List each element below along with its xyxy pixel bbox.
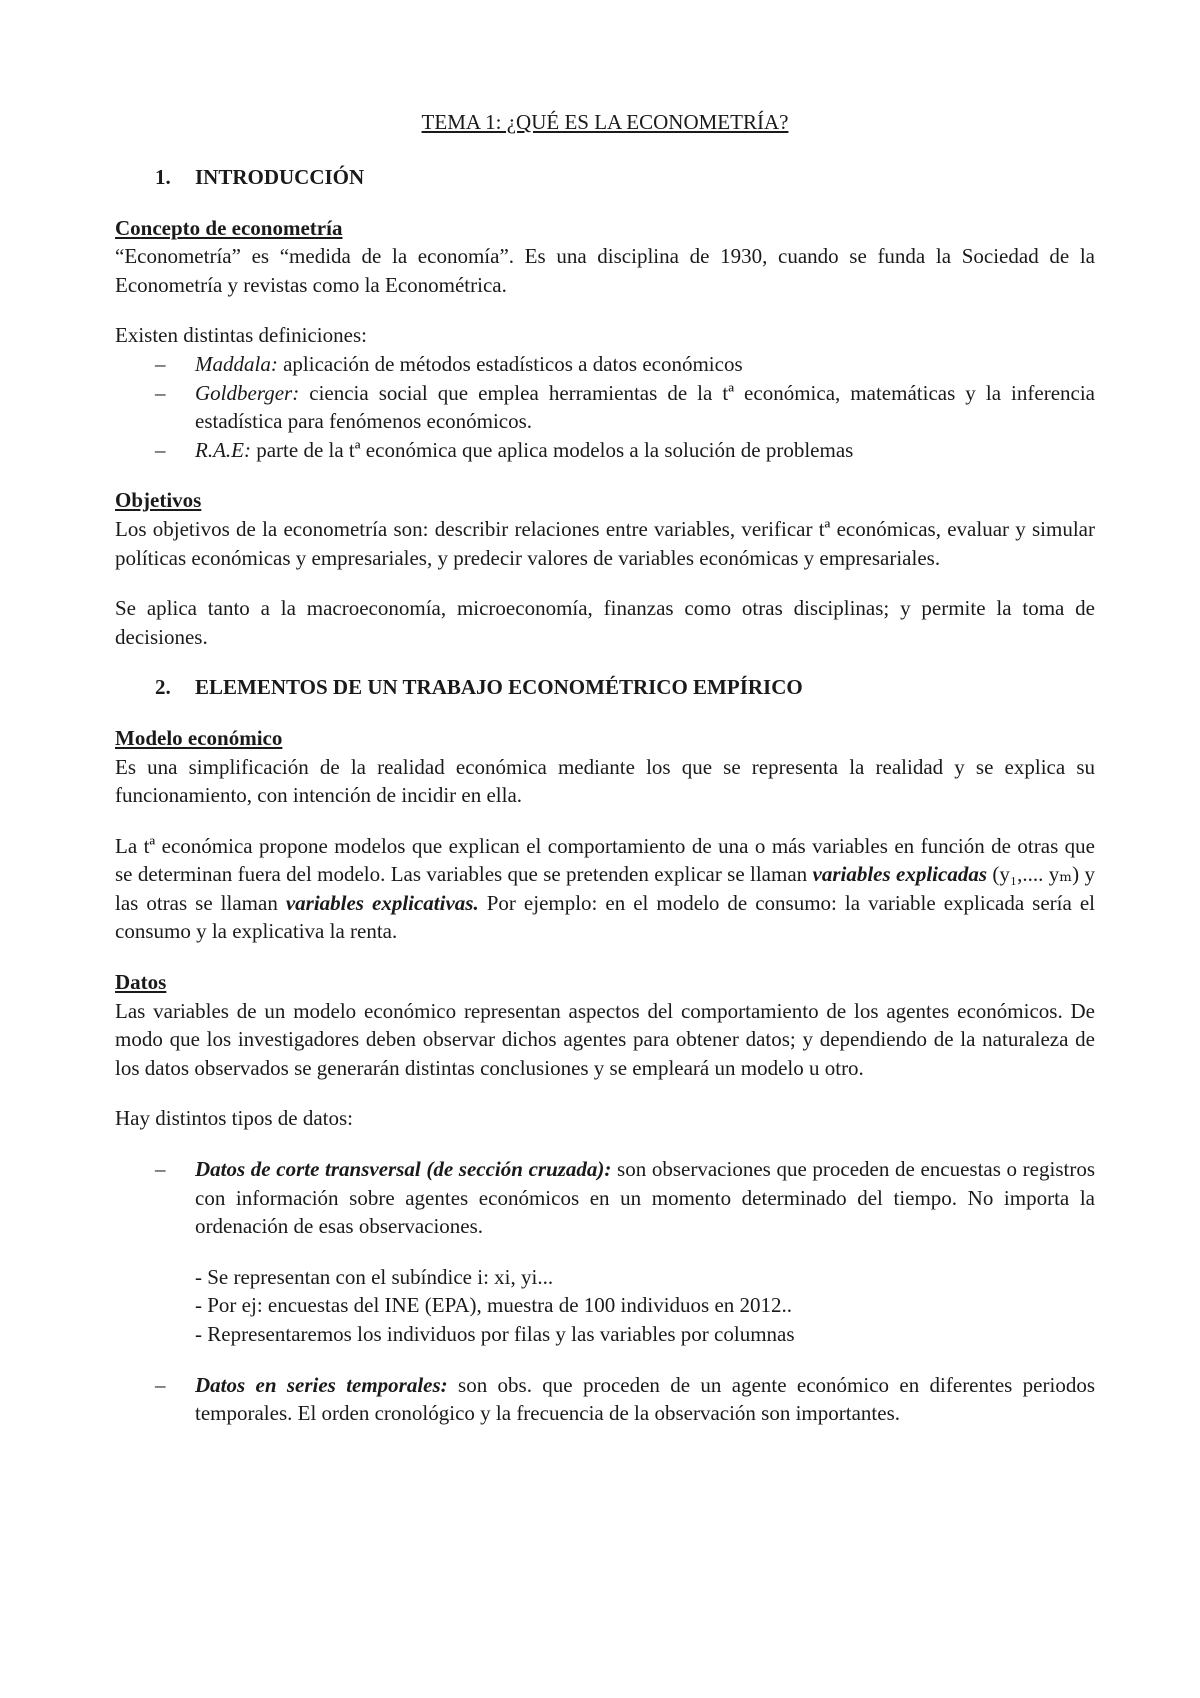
section-1-heading	[115, 163, 1095, 192]
definition-term: Maddala:	[195, 351, 278, 376]
subheading-modelo: Modelo económico	[115, 725, 283, 750]
paragraph-datos: Las variables de un modelo económico representan aspectos del comportamiento de los agentes económicos. De modo que los investigadores deben observar dichos agentes para obtener datos; y dependiendo de la naturaleza de los datos observados se generarán distintas conclusiones y se empleará un modelo u otro.	[115, 998, 1095, 1080]
definition-term: R.A.E:	[195, 437, 251, 462]
detail-line: - Por ej: encuestas del INE (EPA), muestra de 100 individuos en 2012..	[195, 1293, 793, 1318]
data-types-list-2	[115, 1371, 1095, 1428]
text-run: La tª económica propone modelos que explican el comportamiento de una o más variables en función de otras que se determinan fuera del modelo. Las variables que se pretenden explicar se llaman	[115, 833, 1095, 887]
term-variables-explicadas: variables explicadas	[812, 862, 988, 887]
detail-line: - Se representan con el subíndice i: xi, yi...	[195, 1264, 554, 1289]
subheading-concepto: Concepto de econometría	[115, 215, 343, 240]
list-item	[115, 1371, 1095, 1428]
corte-details	[115, 1263, 1095, 1349]
definition-text: parte de la tª económica que aplica modelos a la solución de problemas	[250, 437, 854, 462]
paragraph-concepto: “Econometría” es “medida de la economía”. Es una disciplina de 1930, cuando se funda la Sociedad de la Econometría y revistas como la Econométrica.	[115, 244, 1095, 297]
term-series-temporales: Datos en series temporales:	[195, 1372, 448, 1397]
list-item	[115, 436, 1095, 465]
text-run: (y₁,.... yₘ) y las otras se llaman	[115, 862, 1096, 915]
definition-text: aplicación de métodos estadísticos a datos económicos	[277, 351, 743, 376]
paragraph-aplicacion: Se aplica tanto a la macroeconomía, microeconomía, finanzas como otras disciplinas; y permite la toma de decisiones.	[115, 596, 1095, 649]
data-types-list	[115, 1155, 1095, 1241]
term-variables-explicativas: variables explicativas.	[285, 890, 479, 915]
section-number: 2.	[155, 675, 171, 700]
dash-bullet: –	[155, 380, 166, 405]
document-page	[115, 108, 1095, 1428]
detail-line: - Representaremos los individuos por filas y las variables por columnas	[195, 1322, 795, 1346]
subheading-datos: Datos	[115, 970, 167, 995]
section-title: INTRODUCCIÓN	[195, 165, 365, 189]
paragraph-definiciones-intro: Existen distintas definiciones:	[115, 323, 367, 348]
subheading-objetivos: Objetivos	[115, 488, 202, 513]
list-item	[115, 1155, 1095, 1241]
term-corte-transversal: Datos de corte transversal (de sección cruzada):	[195, 1157, 612, 1182]
list-item	[115, 379, 1095, 436]
paragraph-variables	[115, 832, 1095, 946]
paragraph-objetivos: Los objetivos de la econometría son: describir relaciones entre variables, verificar tª económicas, evaluar y simular políticas económicas y empresariales, y predecir valores de variables económicas y empresariales.	[115, 516, 1095, 570]
page-title: TEMA 1: ¿QUÉ ES LA ECONOMETRÍA?	[421, 110, 789, 134]
list-item-text: son observaciones que proceden de encuestas o registros con información sobre agentes económicos en un momento determinado del tiempo. No importa la ordenación de esas observaciones.	[195, 1157, 1095, 1239]
paragraph-tipos-datos: Hay distintos tipos de datos:	[115, 1106, 353, 1131]
list-item	[115, 350, 1095, 379]
section-title: ELEMENTOS DE UN TRABAJO ECONOMÉTRICO EMPÍRICO	[195, 675, 803, 700]
dash-bullet: –	[155, 351, 166, 376]
list-item-text: son obs. que proceden de un agente económico en diferentes periodos temporales. El orden cronológico y la frecuencia de la observación son importantes.	[195, 1372, 1095, 1426]
dash-bullet: –	[155, 1157, 166, 1182]
section-number: 1.	[155, 165, 171, 189]
definition-text: ciencia social que emplea herramientas de la tª económica, matemáticas y la inferencia estadística para fenómenos económicos.	[195, 380, 1095, 434]
paragraph-modelo: Es una simplificación de la realidad económica mediante los que se representa la realidad y se explica su funcionamiento, con intención de incidir en ella.	[115, 754, 1095, 808]
dash-bullet: –	[155, 437, 166, 462]
text-run: Por ejemplo: en el modelo de consumo: la variable explicada sería el consumo y la explicativa la renta.	[115, 890, 1095, 944]
section-2-heading	[115, 673, 1095, 702]
definition-term: Goldberger:	[195, 380, 300, 405]
definitions-list	[115, 350, 1095, 464]
dash-bullet: –	[155, 1372, 166, 1397]
